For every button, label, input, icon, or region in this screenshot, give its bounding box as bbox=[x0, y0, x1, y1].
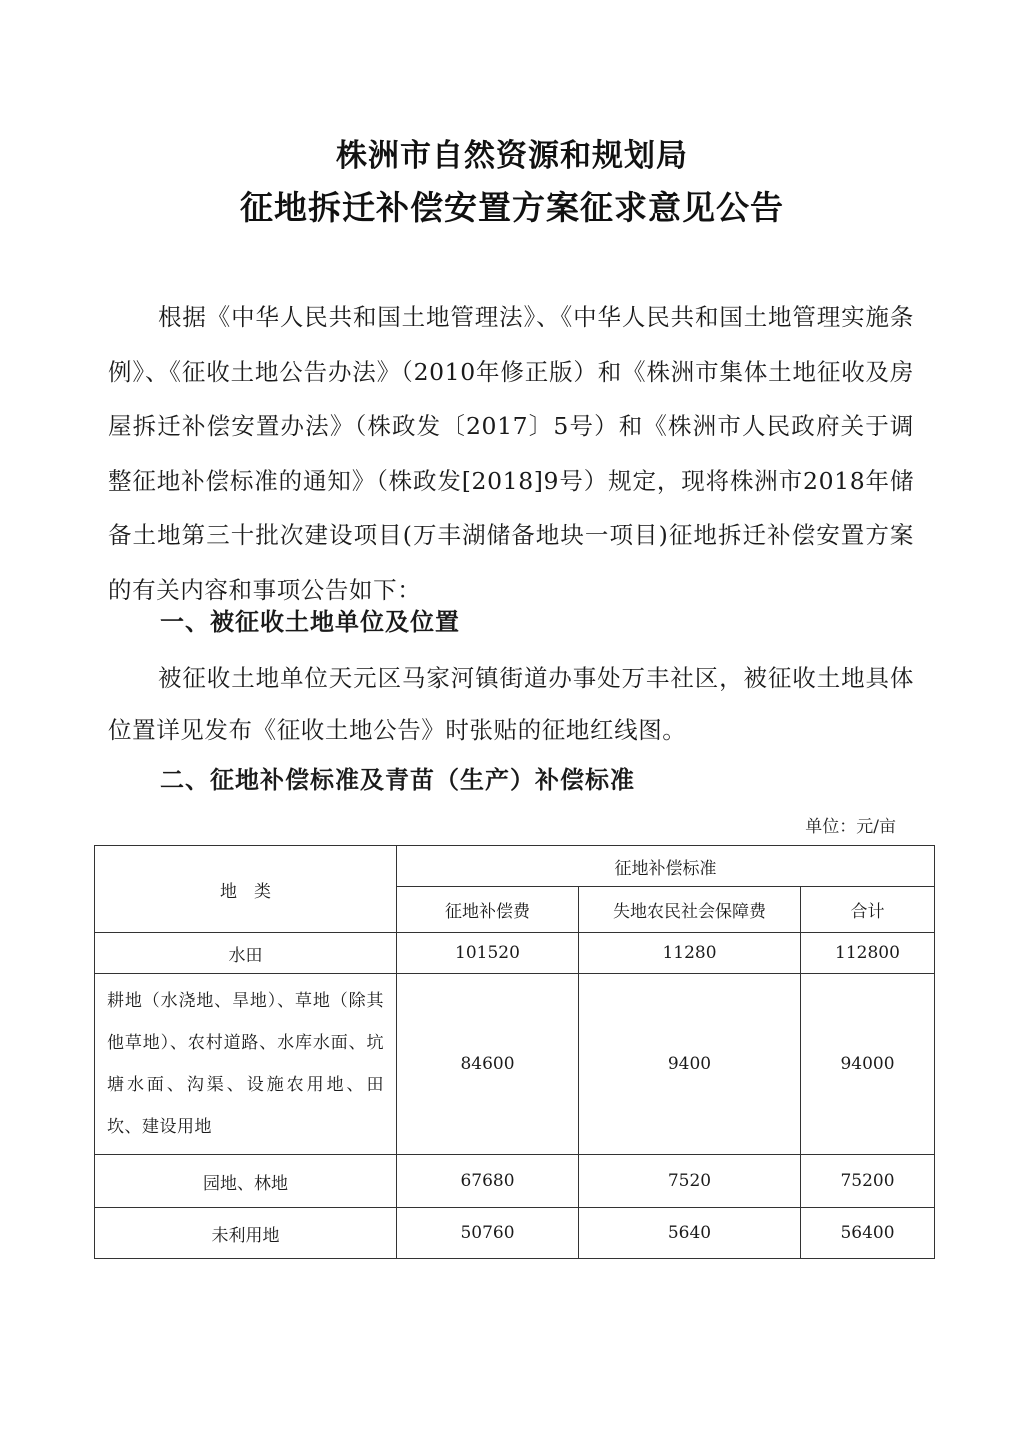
cell-social-security: 7520 bbox=[579, 1155, 801, 1208]
cell-total: 75200 bbox=[801, 1155, 935, 1208]
section-1-heading: 一、被征收土地单位及位置 bbox=[160, 608, 460, 636]
header-land-type: 地 类 bbox=[95, 846, 397, 933]
cell-land-compensation: 84600 bbox=[397, 974, 579, 1155]
cell-land-compensation: 101520 bbox=[397, 933, 579, 974]
table-row bbox=[95, 1208, 935, 1259]
table-row bbox=[95, 933, 935, 974]
compensation-table bbox=[94, 845, 935, 1259]
header-land-compensation: 征地补偿费 bbox=[397, 887, 579, 933]
intro-paragraph: 根据《中华人民共和国土地管理法》、《中华人民共和国土地管理实施条例》、《征收土地公告办法》（2010年修正版）和《株洲市集体土地征收及房屋拆迁补偿安置办法》（株政发〔2017〕5号）和《株洲市人民政府关于调整征地补偿标准的通知》（株政发[2018]9号）规定，现将株洲市2018年储备土地第三十批次建设项目(万丰湖储备地块一项目)征地拆迁补偿安置方案的有关内容和事项公告如下： bbox=[108, 303, 914, 604]
cell-social-security: 5640 bbox=[579, 1208, 801, 1259]
title-line-1: 株洲市自然资源和规划局 bbox=[336, 138, 688, 174]
cell-land: 耕地（水浇地、旱地）、草地（除其他草地）、农村道路、水库水面、坑塘水面、沟渠、设施农用地、田坎、建设用地 bbox=[95, 974, 397, 1155]
cell-land: 未利用地 bbox=[95, 1208, 397, 1259]
cell-land-compensation: 67680 bbox=[397, 1155, 579, 1208]
table-row bbox=[95, 1155, 935, 1208]
cell-total: 112800 bbox=[801, 933, 935, 974]
table-header-row bbox=[95, 846, 935, 887]
cell-total: 56400 bbox=[801, 1208, 935, 1259]
cell-land-compensation: 50760 bbox=[397, 1208, 579, 1259]
title-line-2: 征地拆迁补偿安置方案征求意见公告 bbox=[240, 188, 784, 227]
cell-total: 94000 bbox=[801, 974, 935, 1155]
header-compensation-standard: 征地补偿标准 bbox=[397, 846, 935, 887]
table-row bbox=[95, 974, 935, 1155]
cell-land: 园地、林地 bbox=[95, 1155, 397, 1208]
section-2-heading: 二、征地补偿标准及青苗（生产）补偿标准 bbox=[160, 766, 635, 794]
header-social-security: 失地农民社会保障费 bbox=[579, 887, 801, 933]
header-total: 合计 bbox=[801, 887, 935, 933]
unit-label: 单位：元/亩 bbox=[805, 817, 896, 837]
cell-social-security: 11280 bbox=[579, 933, 801, 974]
cell-land: 水田 bbox=[95, 933, 397, 974]
cell-social-security: 9400 bbox=[579, 974, 801, 1155]
section-1-text: 被征收土地单位天元区马家河镇街道办事处万丰社区，被征收土地具体位置详见发布《征收土地公告》时张贴的征地红线图。 bbox=[108, 664, 914, 744]
